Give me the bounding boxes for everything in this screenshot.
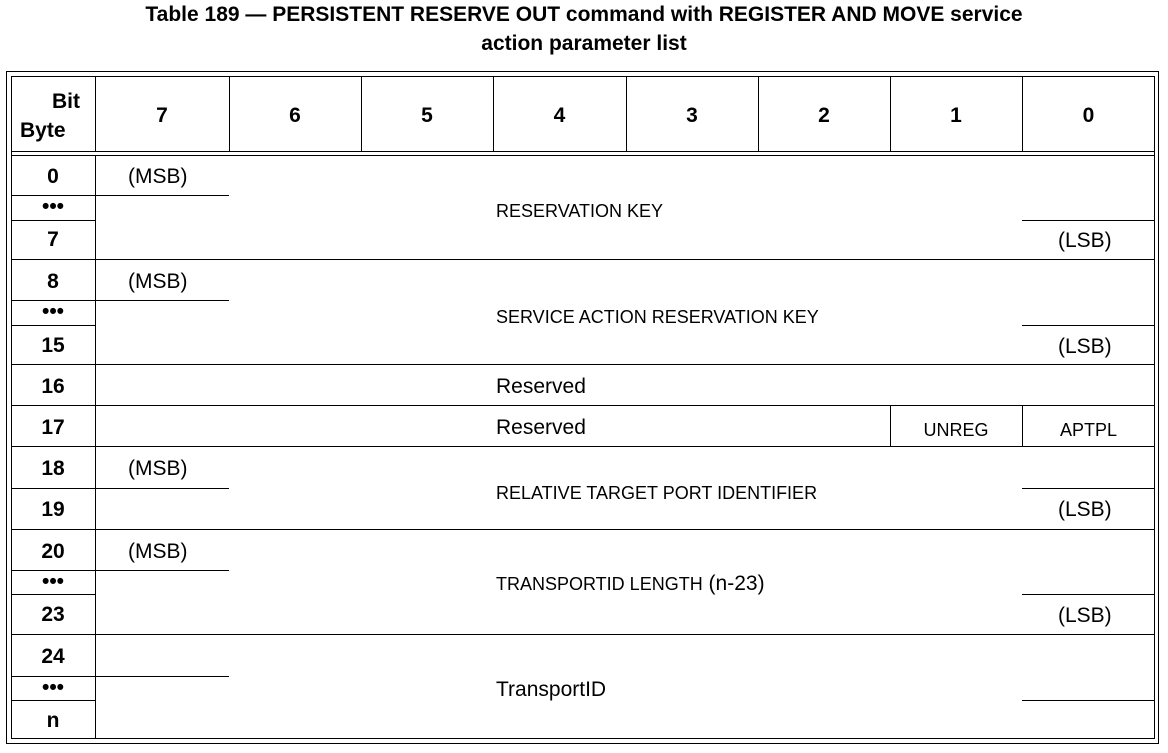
msb-underline <box>95 195 229 196</box>
byte-number: 7 <box>47 228 59 251</box>
byte-number: 24 <box>41 645 65 668</box>
reserved-field: Reserved <box>496 416 586 439</box>
lsb-overline <box>1022 488 1155 489</box>
byte-number: 23 <box>41 603 65 626</box>
relative-target-port-identifier-field: RELATIVE TARGET PORT IDENTIFIER <box>496 483 818 503</box>
msb-underline <box>95 676 229 677</box>
row-separator <box>11 364 1155 365</box>
header-bit-6: 6 <box>289 104 301 127</box>
lsb-label: (LSB) <box>1058 335 1112 358</box>
byte-number: 17 <box>41 416 65 439</box>
inner-top-border <box>11 76 1155 77</box>
row-separator <box>11 446 1155 447</box>
byte-subrow-line <box>11 325 95 326</box>
byte-subrow-line <box>11 220 95 221</box>
msb-label: (MSB) <box>128 457 188 480</box>
byte-number: 20 <box>41 540 65 563</box>
aptpl-field: APTPL <box>1059 420 1118 440</box>
byte-number: 8 <box>47 270 59 293</box>
reservation-key-field: RESERVATION KEY <box>496 201 664 221</box>
inner-bottom-border <box>11 738 1155 739</box>
byte-subrow-line <box>11 488 95 489</box>
transportid-field: TransportID <box>496 678 607 701</box>
lsb-overline <box>1022 220 1155 221</box>
msb-label: (MSB) <box>128 165 188 188</box>
header-bit-5: 5 <box>421 104 433 127</box>
lsb-label: (LSB) <box>1058 498 1112 521</box>
transportid-length-field <box>496 572 765 596</box>
byte-number: n <box>46 709 60 732</box>
byte-number: 0 <box>47 165 59 188</box>
header-bit-label: Bit <box>52 90 80 113</box>
msb-underline <box>95 488 229 489</box>
transportid-length-name: TRANSPORTID LENGTH <box>496 574 703 594</box>
header-bit-4: 4 <box>553 104 566 127</box>
row-separator <box>11 529 1155 530</box>
header-bit-1: 1 <box>950 104 962 127</box>
lsb-label: (LSB) <box>1058 604 1112 627</box>
byte-number: 15 <box>41 334 65 357</box>
table-title: Table 189 — PERSISTENT RESERVE OUT command with REGISTER AND MOVE service <box>145 3 1023 26</box>
lsb-label: (LSB) <box>1058 229 1112 252</box>
header-bit-2: 2 <box>818 104 830 127</box>
header-bit-7: 7 <box>156 104 168 127</box>
byte-subrow-line <box>11 700 95 701</box>
table-title-line2: action parameter list <box>481 32 687 55</box>
byte-number: 16 <box>41 375 65 398</box>
unreg-field: UNREG <box>923 420 989 440</box>
inner-right-border <box>1154 76 1155 739</box>
msb-underline <box>95 570 229 571</box>
byte-subrow-line <box>11 594 95 595</box>
byte-column-line <box>95 155 96 739</box>
byte-ellipsis: ••• <box>41 676 65 699</box>
row-separator <box>11 405 1155 406</box>
byte-number: 18 <box>41 457 65 480</box>
lsb-overline <box>1022 594 1155 595</box>
lsb-overline <box>1022 700 1155 701</box>
header-byte-label: Byte <box>20 119 66 142</box>
msb-label: (MSB) <box>128 270 188 293</box>
header-bit-3: 3 <box>686 104 698 127</box>
transportid-length-suffix: (n-23) <box>708 572 765 595</box>
header-separator-2 <box>11 155 1155 156</box>
byte-ellipsis: ••• <box>41 570 65 593</box>
lsb-overline <box>1022 325 1155 326</box>
service-action-reservation-key-field: SERVICE ACTION RESERVATION KEY <box>496 307 819 327</box>
byte-ellipsis: ••• <box>41 195 65 218</box>
msb-label: (MSB) <box>128 540 188 563</box>
header-bit-0: 0 <box>1082 104 1095 127</box>
reserved-field: Reserved <box>496 375 586 398</box>
byte-ellipsis: ••• <box>41 300 65 323</box>
row-separator <box>11 259 1155 260</box>
byte-number: 19 <box>41 498 65 521</box>
header-separator <box>11 151 1155 152</box>
msb-underline <box>95 300 229 301</box>
row-separator <box>11 634 1155 635</box>
